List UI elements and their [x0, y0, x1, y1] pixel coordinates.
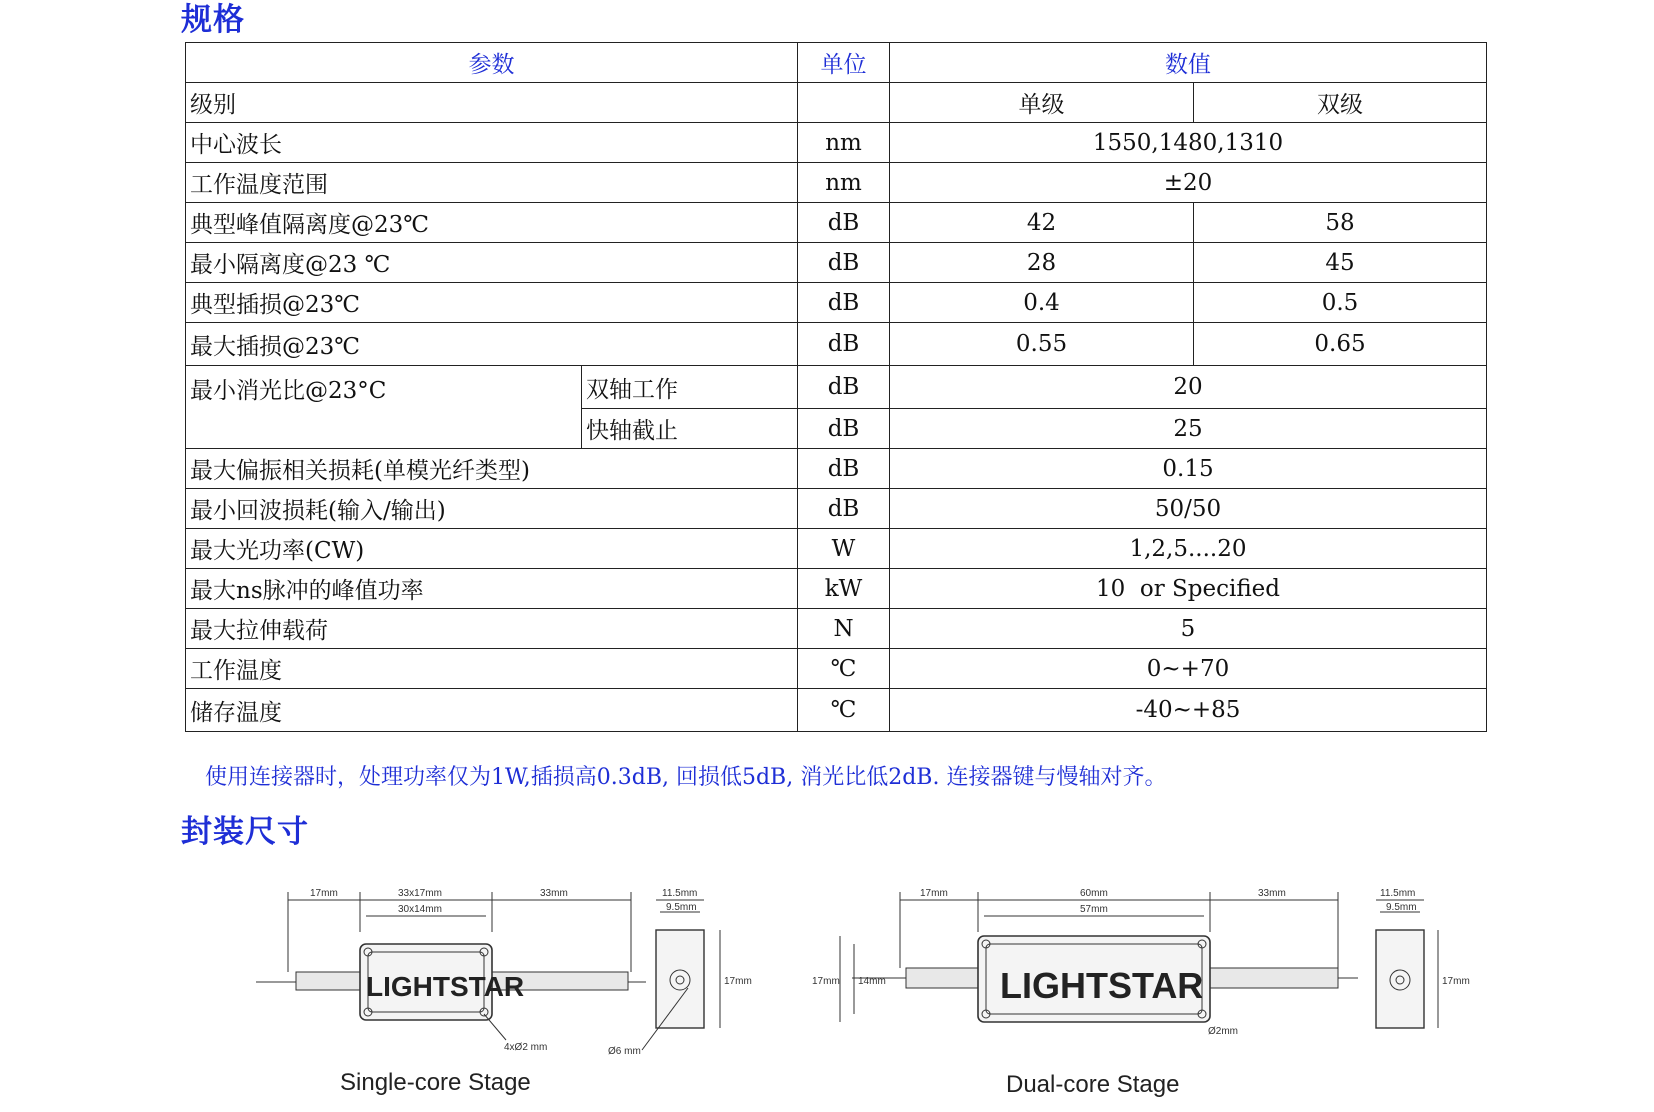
connector-note: 使用连接器时，处理功率仅为1W,插损高0.3dB, 回损低5dB, 消光比低2dB. 连接器键与慢轴对齐。 [205, 765, 1167, 790]
fiber-tube [1210, 968, 1338, 988]
value-single-cell: 42 [890, 203, 1194, 243]
table-row [186, 569, 1487, 609]
table-row [186, 163, 1487, 203]
dim-label: 17mm [920, 888, 948, 899]
value-cell: 5 [890, 609, 1487, 649]
spec-heading: 规格 [181, 2, 245, 38]
unit-cell: dB [798, 243, 890, 283]
value-dual-cell: 双级 [1194, 83, 1487, 123]
param-cell: 最大拉伸载荷 [186, 609, 798, 649]
value-single-cell: 0.55 [890, 323, 1194, 366]
fiber-tube [906, 968, 978, 988]
param-cell: 最大偏振相关损耗(单模光纤类型) [186, 449, 798, 489]
value-single-cell: 单级 [890, 83, 1194, 123]
value-dual-cell: 0.5 [1194, 283, 1487, 323]
table-row [186, 366, 1487, 409]
dim-label: 33mm [1258, 888, 1286, 899]
value-cell: 25 [890, 409, 1487, 449]
table-row [186, 123, 1487, 163]
dim-label: 4xØ2 mm [504, 1042, 548, 1053]
unit-cell: dB [798, 449, 890, 489]
unit-cell: dB [798, 366, 890, 409]
table-row [186, 449, 1487, 489]
unit-cell: W [798, 529, 890, 569]
param-cell: 中心波长 [186, 123, 798, 163]
header-unit: 单位 [798, 43, 890, 83]
spec-table [185, 42, 1487, 732]
unit-cell: dB [798, 409, 890, 449]
param-cell: 最大ns脉冲的峰值功率 [186, 569, 798, 609]
value-single-cell: 0.4 [890, 283, 1194, 323]
unit-cell: nm [798, 123, 890, 163]
dim-label: 9.5mm [1386, 902, 1417, 913]
unit-cell: N [798, 609, 890, 649]
end-view [656, 930, 704, 1028]
param-cell: 工作温度 [186, 649, 798, 689]
dim-label: 33x17mm [398, 888, 442, 899]
header-value: 数值 [890, 43, 1487, 83]
dim-label: 17mm [724, 976, 752, 987]
param-cell: 级别 [186, 83, 798, 123]
dim-label: 11.5mm [1380, 888, 1416, 899]
unit-cell: dB [798, 203, 890, 243]
dim-label: Ø6 mm [608, 1046, 641, 1057]
single-core-svg [248, 872, 752, 1108]
dim-label: 30x14mm [398, 904, 442, 915]
value-cell: ±20 [890, 163, 1487, 203]
param-cell: 典型峰值隔离度@23℃ [186, 203, 798, 243]
unit-cell: kW [798, 569, 890, 609]
dim-label: 17mm [310, 888, 338, 899]
value-cell: 10 or Specified [890, 569, 1487, 609]
unit-cell: nm [798, 163, 890, 203]
param-cell: 最小隔离度@23 ℃ [186, 243, 798, 283]
table-row [186, 529, 1487, 569]
table-row [186, 203, 1487, 243]
sub-param-cell: 快轴截止 [582, 409, 798, 449]
table-header-row [186, 43, 1487, 83]
dual-core-drawing [810, 872, 1470, 1108]
value-cell: 20 [890, 366, 1487, 409]
dim-label: 17mm [1442, 976, 1470, 987]
dim-label: Ø2mm [1208, 1026, 1238, 1037]
header-param: 参数 [186, 43, 798, 83]
dim-label: 11.5mm [662, 888, 698, 899]
table-row [186, 489, 1487, 529]
value-cell: 0.15 [890, 449, 1487, 489]
drawing-caption: Dual-core Stage [1006, 1071, 1180, 1098]
value-single-cell: 28 [890, 243, 1194, 283]
param-cell: 典型插损@23℃ [186, 283, 798, 323]
brand-logo: LIGHTSTAR [1000, 965, 1204, 1006]
value-dual-cell: 45 [1194, 243, 1487, 283]
unit-cell: ℃ [798, 689, 890, 732]
single-core-drawing [248, 872, 752, 1108]
param-cell: 最小回波损耗(输入/输出) [186, 489, 798, 529]
table-row [186, 323, 1487, 366]
value-cell: -40~+85 [890, 689, 1487, 732]
table-row [186, 649, 1487, 689]
dim-label: 9.5mm [666, 902, 697, 913]
dim-label: 57mm [1080, 904, 1108, 915]
value-dual-cell: 58 [1194, 203, 1487, 243]
value-cell: 50/50 [890, 489, 1487, 529]
dim-label: 60mm [1080, 888, 1108, 899]
fiber-tube [296, 972, 360, 990]
table-row [186, 243, 1487, 283]
value-cell: 0~+70 [890, 649, 1487, 689]
sub-param-cell: 双轴工作 [582, 366, 798, 409]
brand-logo: LIGHTSTAR [366, 971, 525, 1002]
unit-cell [798, 83, 890, 123]
unit-cell: dB [798, 489, 890, 529]
value-dual-cell: 0.65 [1194, 323, 1487, 366]
param-cell: 最大插损@23℃ [186, 323, 798, 366]
param-cell: 最小消光比@23°C [186, 366, 582, 449]
value-cell: 1,2,5....20 [890, 529, 1487, 569]
table-row [186, 83, 1487, 123]
unit-cell: dB [798, 283, 890, 323]
drawing-caption: Single-core Stage [340, 1069, 531, 1096]
table-row [186, 283, 1487, 323]
param-cell: 储存温度 [186, 689, 798, 732]
table-row [186, 609, 1487, 649]
package-heading: 封装尺寸 [181, 814, 309, 850]
dim-label: 17mm [812, 976, 840, 987]
table-row [186, 689, 1487, 732]
end-view [1376, 930, 1424, 1028]
unit-cell: dB [798, 323, 890, 366]
param-cell: 工作温度范围 [186, 163, 798, 203]
dim-label: 33mm [540, 888, 568, 899]
dual-core-svg [810, 872, 1470, 1108]
unit-cell: ℃ [798, 649, 890, 689]
dim-label: 14mm [858, 976, 886, 987]
param-cell: 最大光功率(CW) [186, 529, 798, 569]
value-cell: 1550,1480,1310 [890, 123, 1487, 163]
